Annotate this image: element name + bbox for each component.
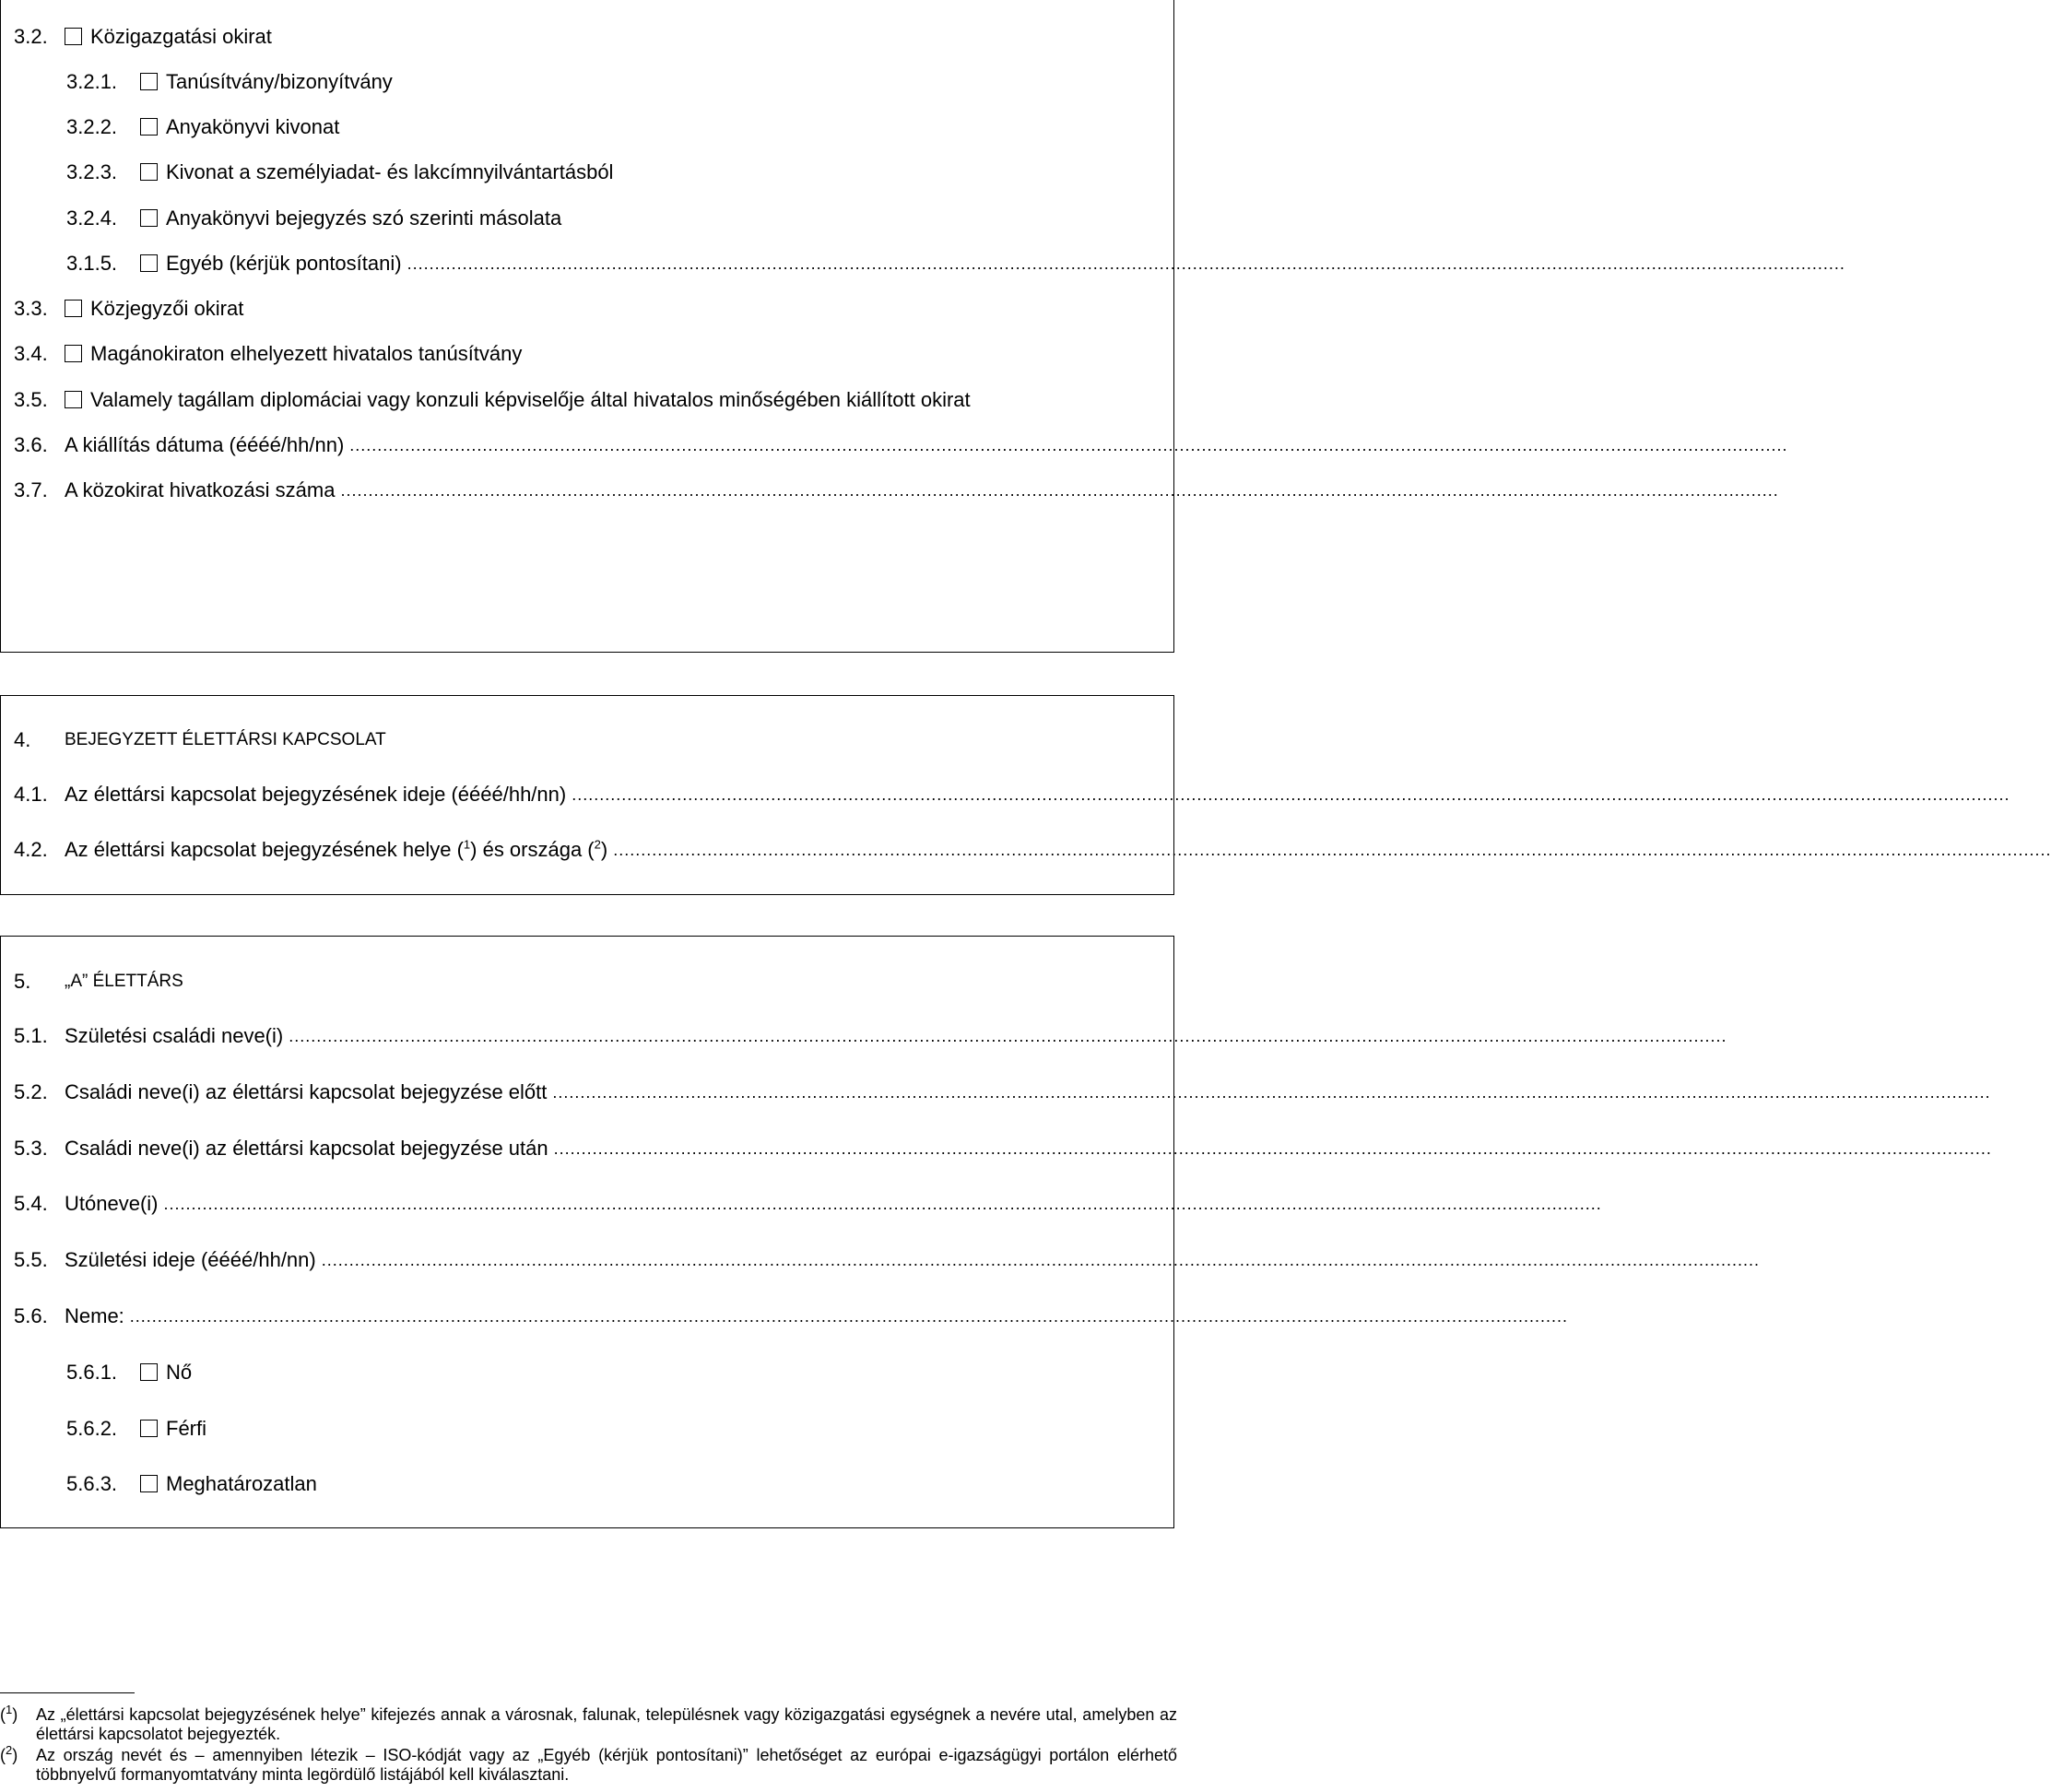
fill-in-line[interactable]: .................................................................................................................................................................................................................................................................... [349, 436, 1788, 454]
fill-in-line[interactable]: .................................................................................................................................................................................................................................................................... [553, 1139, 1992, 1158]
footnote-ref-2[interactable]: 2 [594, 837, 601, 852]
fill-in-line[interactable]: .................................................................................................................................................................................................................................................................... [552, 1083, 1991, 1102]
item-number: 3.4. [14, 342, 48, 365]
checkbox[interactable] [140, 1475, 158, 1492]
item-label: Kivonat a személyiadat- és lakcímnyilvántartásból [166, 160, 614, 183]
checkbox[interactable] [140, 118, 158, 136]
footnote-1 [0, 1705, 1177, 1744]
footnote-separator [0, 1692, 135, 1693]
section5-item-5-6 [0, 1303, 1569, 1330]
item-label: Tanúsítvány/bizonyítvány [166, 70, 393, 93]
checkbox[interactable] [65, 345, 82, 362]
section3-item-3-2-4 [0, 205, 1177, 232]
item-label: Családi neve(i) az élettársi kapcsolat bejegyzése előtt [65, 1080, 548, 1103]
section5-item-5-1 [0, 1022, 1727, 1050]
section5-item-5-6-3 [0, 1470, 1177, 1498]
footnote-2-text: Az ország nevét és – amennyiben létezik – ISO-kódját vagy az „Egyéb (kérjük pontosítani)” lehetőséget az európai e-igazságügyi portálon elérhető többnyelvű formanyomtatvány minta legördülő listájából kell kiválasztani. [36, 1746, 1177, 1784]
footnote-1-text: Az „élettársi kapcsolat bejegyzésének helye” kifejezés annak a városnak, falunak, településnek vagy közigazgatási egységnek a nevére utal, amelyben az élettársi kapcsolatot bejegyezték. [36, 1705, 1177, 1743]
fill-in-line[interactable]: .................................................................................................................................................................................................................................................................... [340, 481, 1779, 500]
item-label: Utóneve(i) [65, 1192, 159, 1215]
item-label: Az élettársi kapcsolat bejegyzésének ideje (éééé/hh/nn) [65, 783, 567, 806]
item-number: 5.4. [14, 1192, 48, 1215]
item-number: 5.3. [14, 1137, 48, 1160]
item-label: A közokirat hivatkozási száma [65, 478, 336, 501]
item-label: Közjegyzői okirat [90, 297, 244, 320]
footnote-ref-1[interactable]: 1 [463, 837, 471, 852]
item-number: 3.3. [14, 297, 48, 320]
checkbox[interactable] [140, 1363, 158, 1381]
fill-in-line[interactable]: .................................................................................................................................................................................................................................................................... [572, 785, 2010, 804]
item-label: Az élettársi kapcsolat bejegyzésének helye ($^1$) és országa ($^2$) [65, 837, 608, 861]
item-label: Magánokiraton elhelyezett hivatalos tanúsítvány [90, 342, 523, 365]
section-3-panel [0, 0, 1174, 653]
section5-item-5-6-2 [0, 1415, 1177, 1443]
item-number: 5.6. [14, 1304, 48, 1327]
item-number: 3.2.3. [66, 160, 118, 183]
checkbox[interactable] [65, 28, 82, 45]
section3-item-3-4 [0, 340, 1177, 368]
section4-heading [0, 726, 1177, 754]
item-number: 5.6.2. [66, 1417, 118, 1440]
item-label: Valamely tagállam diplomáciai vagy konzuli képviselője által hivatalos minőségében kiállított okirat [90, 388, 971, 411]
item-label: Születési családi neve(i) [65, 1024, 284, 1047]
checkbox[interactable] [65, 300, 82, 317]
item-number: 5.6.3. [66, 1472, 118, 1495]
item-label: Családi neve(i) az élettársi kapcsolat bejegyzése után [65, 1137, 548, 1160]
checkbox[interactable] [140, 254, 158, 272]
section5-item-5-5 [0, 1246, 1760, 1274]
section3-item-3-1-5 [0, 250, 1845, 277]
section3-item-3-2-2 [0, 113, 1177, 141]
section4-item-4-1 [0, 781, 2010, 808]
item-number: 4. [14, 728, 31, 751]
checkbox[interactable] [140, 209, 158, 227]
item-label: BEJEGYZETT ÉLETTÁRSI KAPCSOLAT [65, 730, 386, 749]
fill-in-line[interactable]: .................................................................................................................................................................................................................................................................... [289, 1027, 1727, 1045]
footnote-2-mark: ($^2$) [0, 1743, 18, 1764]
item-number: 4.1. [14, 783, 48, 806]
section5-item-5-6-1 [0, 1359, 1177, 1386]
item-label: Neme: [65, 1304, 124, 1327]
item-number: 3.2. [14, 25, 48, 48]
fill-in-line[interactable]: .................................................................................................................................................................................................................................................................... [613, 841, 2051, 859]
item-label: Férfi [166, 1417, 206, 1440]
section5-item-5-3 [0, 1135, 1992, 1162]
section3-item-3-2-3 [0, 159, 1177, 186]
section3-item-3-7 [0, 477, 1779, 504]
item-label: A kiállítás dátuma (éééé/hh/nn) [65, 433, 345, 456]
checkbox[interactable] [140, 1420, 158, 1437]
item-number: 4.2. [14, 838, 48, 861]
section5-heading [0, 968, 1177, 996]
item-number: 3.2.2. [66, 115, 118, 138]
section3-item-3-2 [0, 23, 1177, 51]
section3-item-3-5 [0, 386, 1177, 414]
item-number: 5. [14, 970, 31, 993]
footnote-2 [0, 1743, 1177, 1785]
item-number: 5.5. [14, 1248, 48, 1271]
item-number: 5.6.1. [66, 1361, 118, 1384]
fill-in-line[interactable]: .................................................................................................................................................................................................................................................................... [321, 1251, 1760, 1269]
item-number: 3.2.4. [66, 206, 118, 230]
section3-item-3-2-1 [0, 68, 1177, 96]
item-label: Anyakönyvi kivonat [166, 115, 340, 138]
fill-in-line[interactable]: .................................................................................................................................................................................................................................................................... [163, 1195, 1602, 1213]
fill-in-line[interactable]: .................................................................................................................................................................................................................................................................... [407, 254, 1845, 273]
checkbox[interactable] [140, 163, 158, 181]
item-number: 5.1. [14, 1024, 48, 1047]
item-number: 3.6. [14, 433, 48, 456]
item-label: Születési ideje (éééé/hh/nn) [65, 1248, 316, 1271]
checkbox[interactable] [65, 391, 82, 408]
item-label: Egyéb (kérjük pontosítani) [166, 252, 402, 275]
footnote-1-mark: ($^1$) [0, 1703, 18, 1724]
item-label: „A” ÉLETTÁRS [65, 972, 183, 991]
checkbox[interactable] [140, 73, 158, 90]
section5-item-5-4 [0, 1190, 1602, 1218]
item-number: 3.5. [14, 388, 48, 411]
item-label: Nő [166, 1361, 193, 1384]
item-number: 5.2. [14, 1080, 48, 1103]
section5-item-5-2 [0, 1079, 1991, 1106]
item-label: Meghatározatlan [166, 1472, 317, 1495]
fill-in-line[interactable]: .................................................................................................................................................................................................................................................................... [129, 1307, 1569, 1326]
item-number: 3.2.1. [66, 70, 118, 93]
item-number: 3.7. [14, 478, 48, 501]
section3-item-3-6 [0, 431, 1788, 459]
item-label: Közigazgatási okirat [90, 25, 272, 48]
section4-item-4-2 [0, 836, 2051, 864]
item-number: 3.1.5. [66, 252, 118, 275]
item-label: Anyakönyvi bejegyzés szó szerinti másolata [166, 206, 562, 230]
section3-item-3-3 [0, 295, 1177, 323]
